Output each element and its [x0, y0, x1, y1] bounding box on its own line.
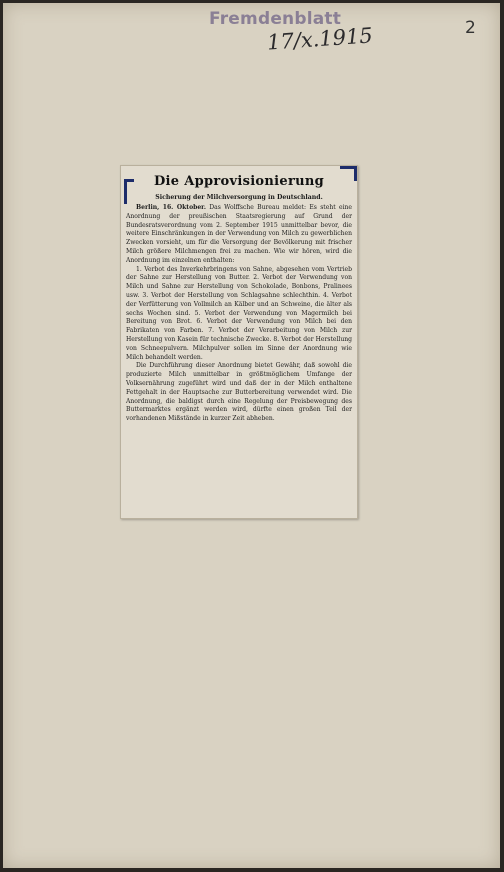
article-dateline: Berlin, 16. Oktober. — [136, 204, 206, 211]
article-paragraph-2: 1. Verbot des Inverkehrbringens von Sahne, abgesehen vom Vertrieb der Sahne zur Herstellung von Butter. 2. Verbot der Verwendung von Milch und Sahne zur Herstellung von Schokolade, Bonbons, Pralinees usw. 3. Verbot der Herstellung von Schlagsahne schlechthin. 4. Verbot der Verfütterung von Vollmilch an Kälber und an Schweine, die älter als sechs Wochen sind. 5. Verbot der Verwendung von Magermilch bei Bereitung von Brot. 6. Verbot der Verwendung von Milch bei den Fabrikaten von Farben. 7. Verbot der Verarbeitung von Milch zur Herstellung von Kasein für technische Zwecke. 8. Verbot der Herstellung von Schneepulvern. Milchpulver sollen im Sinne der Anordnung wie Milch behandelt werden. — [126, 265, 352, 361]
article-title: Die Approvisionierung — [153, 174, 325, 189]
article-subtitle: Sicherung der Milchversorgung in Deutschland. — [155, 194, 323, 201]
article-paragraph-1 — [126, 204, 352, 266]
article-body — [126, 204, 352, 424]
article-paragraph-1-text: Das Wolffsche Bureau meldet: Es steht eine Anordnung der preußischen Staatsregierung auf Grund der Bundesratsverordnung vom 2. September 1915 unmittelbar bevor, die weitere Einschränkungen in der Verwendung von Milch zu gewerblichen Zwecken vorsieht, um für die Versorgung der Bevölkerung mit frischer Milch größere Milchmengen frei zu machen. Wie wir hören, wird die Anordnung im einzelnen enthalten: — [126, 204, 352, 264]
newspaper-clipping — [120, 165, 358, 519]
archive-sheet — [3, 3, 500, 868]
page-number: 2 — [465, 18, 476, 38]
article-paragraph-3: Die Durchführung dieser Anordnung bietet Gewähr, daß sowohl die produzierte Milch unmittelbar in größtmöglichem Umfange der Volksernährung zugeführt wird und daß der in der Milch enthaltene Fettgehalt in der Hauptsache zur Butterbereitung verwendet wird. Die Anordnung, die baldigst durch eine Regelung der Preisbewegung des Buttermarktes ergänzt werden wird, dürfte einen großen Teil der vorhandenen Mißstände in kurzer Zeit abheben. — [126, 362, 352, 423]
newspaper-stamp: Fremdenblatt — [209, 9, 342, 29]
handwritten-date: 17/x.1915 — [266, 23, 374, 55]
